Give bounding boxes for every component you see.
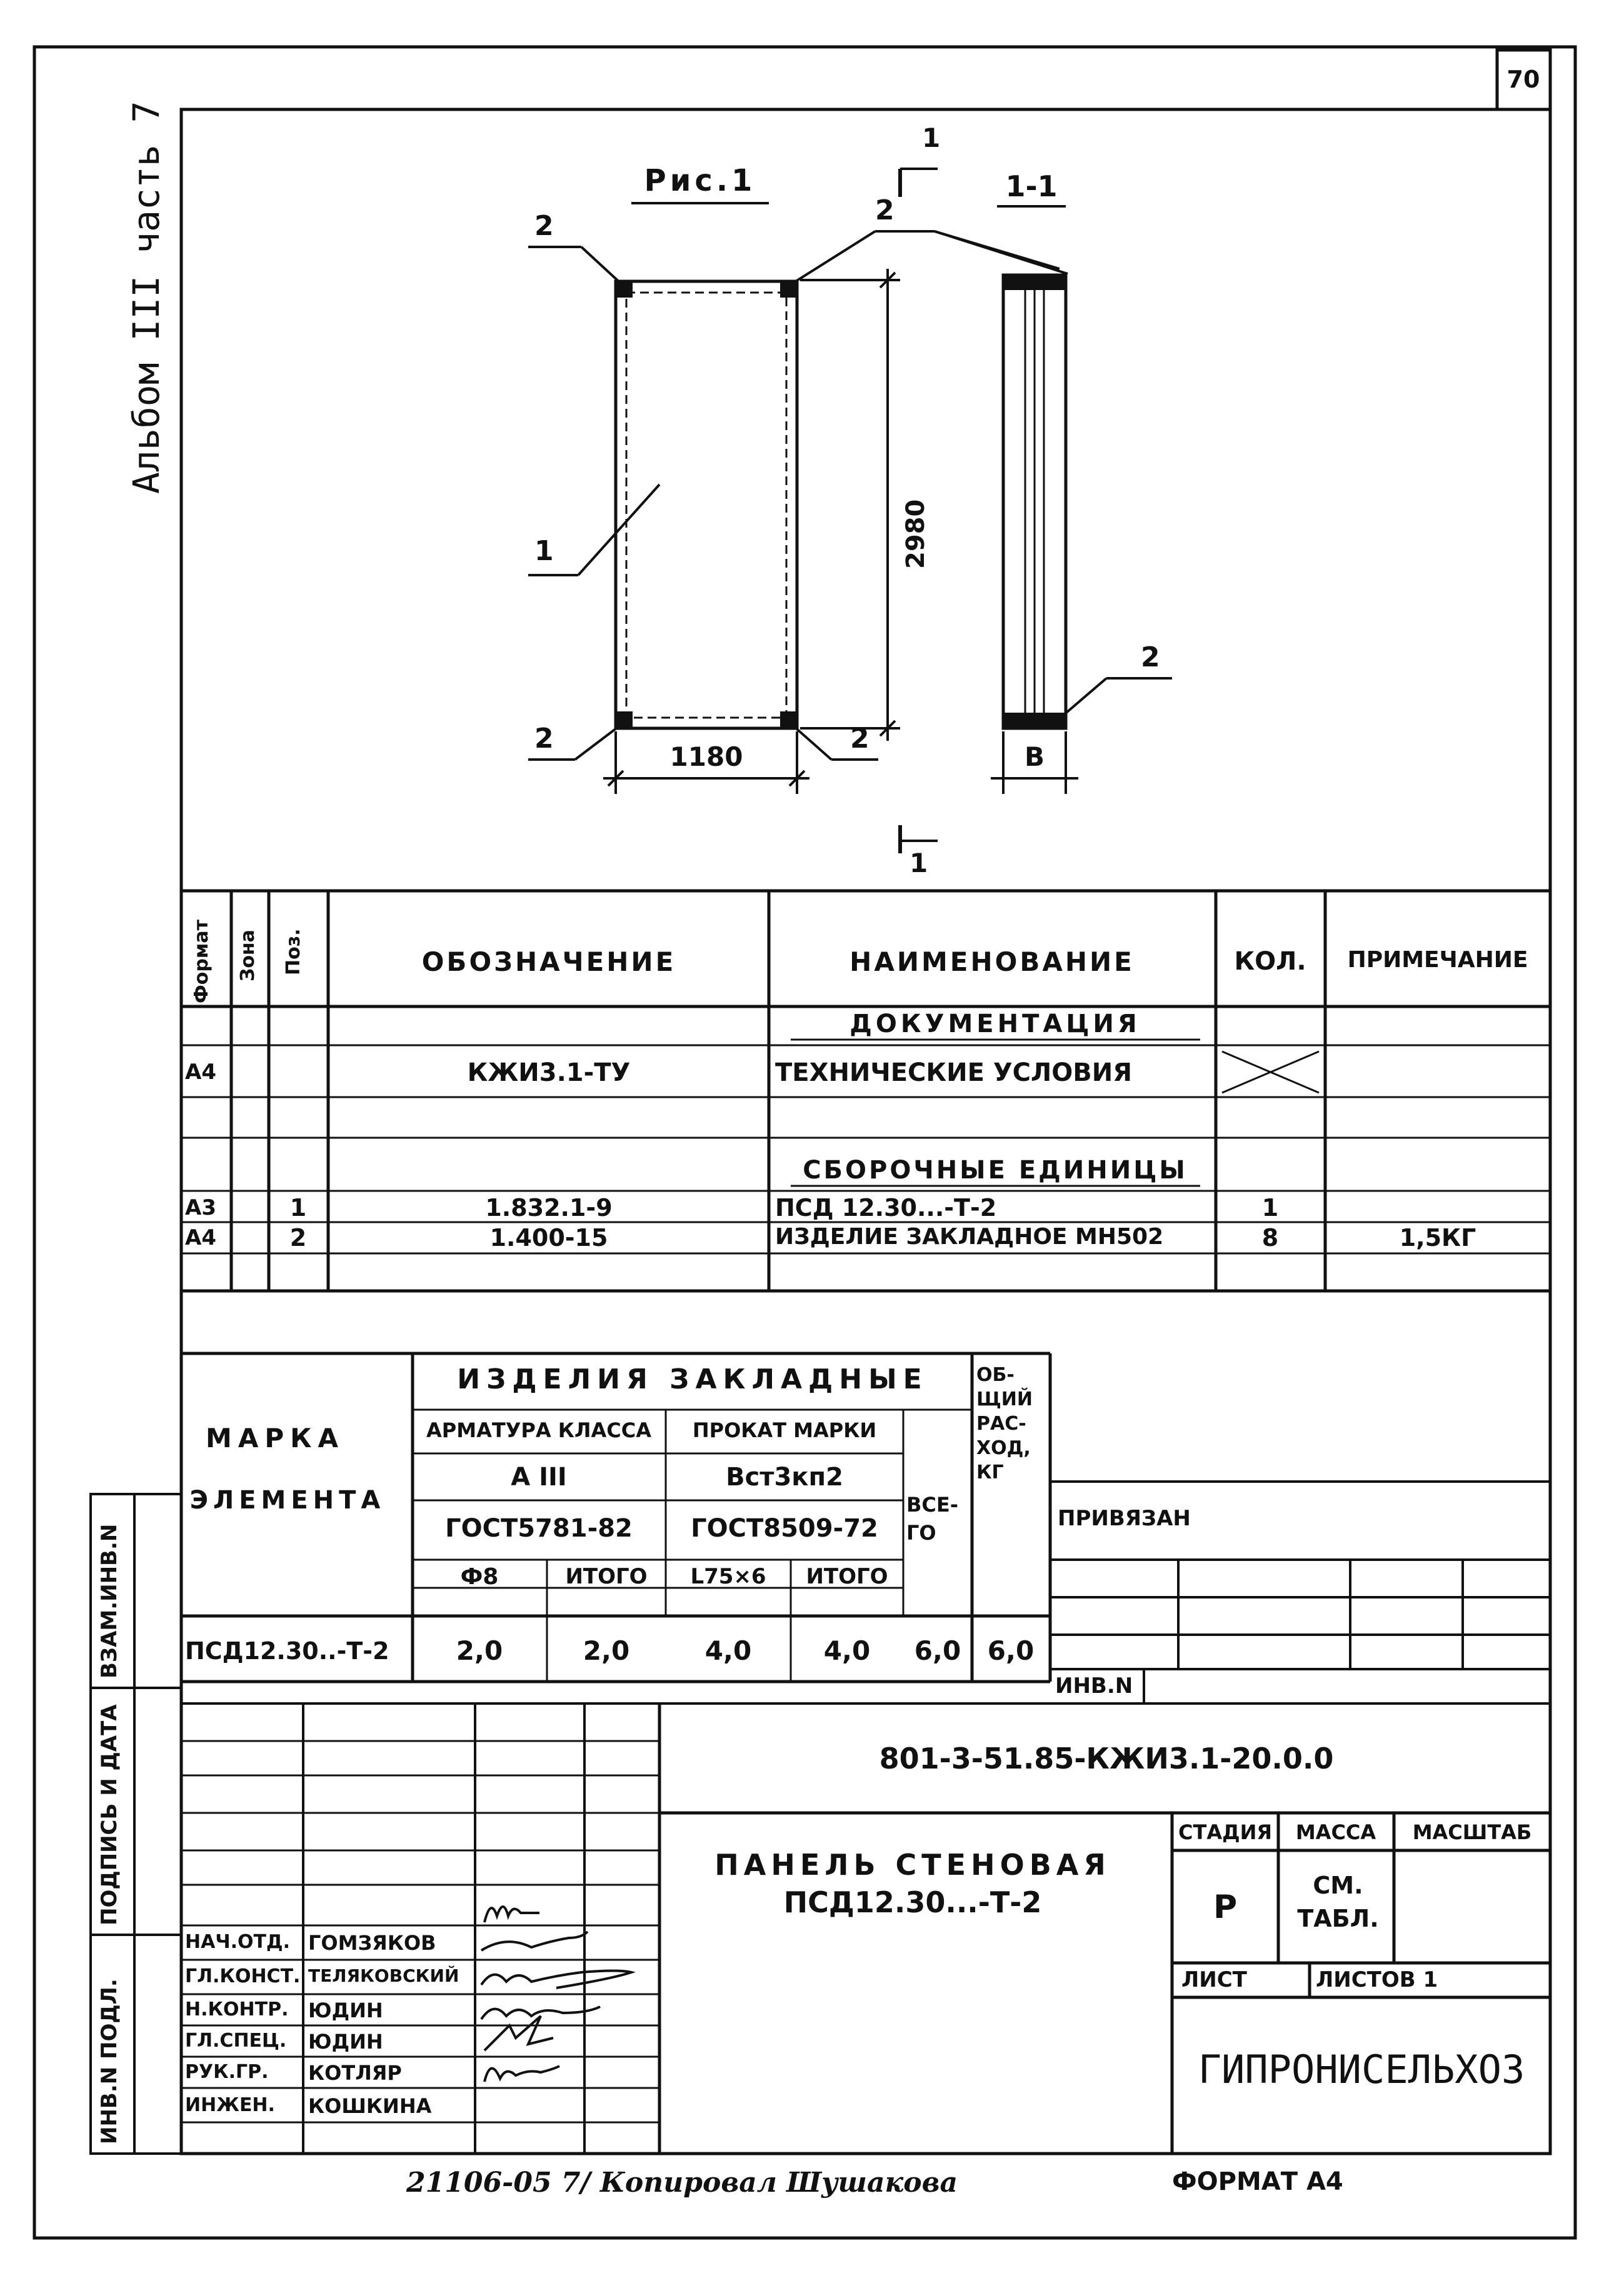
binding-privyazan: ПРИВЯЗАН [1058, 1506, 1191, 1531]
figure-plan [528, 169, 1068, 853]
row-value-d8: 2,0 [456, 1635, 503, 1666]
staff-role-3: Н.КОНТР. [185, 1999, 289, 2020]
col-total2: ИТОГО [806, 1564, 888, 1589]
sheet-label: ЛИСТ [1181, 1967, 1247, 1992]
spec-header-pos: Поз. [283, 928, 304, 975]
spec-header-note: ПРИМЕЧАНИЕ [1347, 947, 1528, 973]
sheets-label: ЛИСТОВ 1 [1316, 1967, 1438, 1992]
rebar-gost: ГОСТ5781-82 [445, 1514, 633, 1543]
staff-name-2: ТЕЛЯКОВСКИЙ [308, 1965, 459, 1986]
spec-row3-name: ИЗДЕЛИЕ ЗАКЛАДНОЕ МН502 [775, 1224, 1164, 1250]
spec-header-zone: Зона [237, 930, 259, 981]
spec-row2-format: А3 [185, 1195, 216, 1220]
row-value-overall: 6,0 [987, 1635, 1035, 1666]
col-angle: L75×6 [690, 1564, 766, 1589]
format-note: ФОРМАТ А4 [1172, 2167, 1343, 2196]
mark-label-1: МАРКА [206, 1423, 344, 1453]
section-title: 1-1 [1005, 169, 1058, 203]
callout-2-bottom-left: 2 [534, 723, 554, 755]
staff-role-1: НАЧ.ОТД. [185, 1931, 291, 1953]
spec-section-assemblies: СБОРОЧНЫЕ ЕДИНИЦЫ [803, 1156, 1188, 1185]
total-label: ВСЕ-ГО [906, 1493, 959, 1545]
signature-yudin-1 [481, 1971, 631, 1989]
staff-role-4: ГЛ.СПЕЦ. [185, 2030, 287, 2052]
col-total1: ИТОГО [565, 1564, 648, 1589]
spec-row3-designation: 1.400-15 [489, 1224, 608, 1252]
staff-name-6: КОШКИНА [308, 2094, 432, 2118]
organization: ГИПРОНИСЕЛЬХОЗ [1198, 2047, 1525, 2092]
staff-role-5: РУК.ГР. [185, 2061, 269, 2083]
overall-label: ОБ-ЩИЙ РАС-ХОД, КГ [976, 1364, 1033, 1483]
staff-name-5: КОТЛЯР [308, 2061, 402, 2085]
row-value-angle: 4,0 [704, 1635, 752, 1666]
product-title-2: ПСД12.30...-Т-2 [783, 1885, 1042, 1919]
staff-role-6: ИНЖЕН. [185, 2094, 275, 2116]
callout-2-section: 2 [1141, 641, 1160, 673]
signature-koshkina [484, 2066, 559, 2082]
rebar-class: АРМАТУРА КЛАССА [426, 1418, 651, 1442]
spec-section-documentation: ДОКУМЕНТАЦИЯ [850, 1010, 1141, 1038]
spec-row2-designation: 1.832.1-9 [485, 1194, 613, 1222]
staff-name-3: ЮДИН [308, 1999, 383, 2022]
mass-value: СМ. ТАБЛ. [1297, 1872, 1379, 1933]
rebar-grade: А III [511, 1463, 567, 1492]
signature-kotlyar [484, 2016, 553, 2050]
spec-row2-pos: 1 [289, 1194, 307, 1222]
figure-title: Рис.1 [644, 163, 756, 198]
callout-2-top-left: 2 [534, 210, 554, 242]
rolled-grade-title: ПРОКАТ МАРКИ [692, 1418, 877, 1442]
spec-row1-designation: КЖИ3.1-ТУ [467, 1058, 631, 1087]
spec-row3-format: А4 [185, 1225, 216, 1250]
callout-1: 1 [534, 535, 554, 567]
staff-name-1: ГОМЗЯКОВ [308, 1931, 436, 1955]
section-mark-bottom: 1 [910, 848, 928, 878]
copy-note: 21106-05 7/ Копировал Шушакова [406, 2167, 958, 2199]
spec-row2-qty: 1 [1261, 1194, 1279, 1222]
callout-2-bottom-right: 2 [850, 723, 870, 755]
side-vzam: ВЗАМ.ИНВ.N [97, 1523, 122, 1678]
stage-label: СТАДИЯ [1178, 1820, 1272, 1844]
signature-gomzyakov [484, 1907, 539, 1922]
mass-label: МАССА [1295, 1820, 1376, 1844]
spec-header-name: НАИМЕНОВАНИЕ [850, 946, 1135, 977]
stage-value: Р [1213, 1889, 1238, 1926]
row-value-all: 6,0 [914, 1635, 961, 1666]
staff-role-2: ГЛ.КОНСТ. [185, 1965, 301, 1987]
sheet-number: 70 [1506, 66, 1540, 93]
col-d8: Ф8 [460, 1564, 499, 1590]
dim-height: 2980 [901, 499, 930, 569]
scale-label: МАСШТАБ [1412, 1820, 1532, 1844]
dim-width: 1180 [669, 741, 743, 772]
dim-thickness: B [1024, 741, 1045, 772]
album-label: Альбом III часть 7 [125, 101, 168, 494]
inner-frame [181, 109, 1550, 2154]
spec-row3-pos: 2 [289, 1224, 307, 1252]
rolled-grade: Вст3кп2 [726, 1463, 843, 1492]
spec-header-qty: КОЛ. [1234, 947, 1306, 976]
staff-name-4: ЮДИН [308, 2030, 383, 2054]
spec-row3-note: 1,5КГ [1399, 1224, 1476, 1252]
figure-section [991, 275, 1172, 794]
spec-row1-format: А4 [185, 1060, 216, 1085]
doc-code: 801-3-51.85-КЖИ3.1-20.0.0 [879, 1742, 1334, 1775]
spec-row2-name: ПСД 12.30...-Т-2 [775, 1194, 997, 1222]
row-mark: ПСД12.30..-Т-2 [185, 1637, 389, 1665]
spec-header-format: Формат [191, 920, 213, 1003]
section-mark-top: 1 [922, 123, 941, 153]
spec-row3-qty: 8 [1261, 1224, 1279, 1252]
product-title-1: ПАНЕЛЬ СТЕНОВАЯ [714, 1848, 1111, 1882]
signature-telyakovsky [481, 1932, 588, 1950]
group-title: ИЗДЕЛИЯ ЗАКЛАДНЫЕ [457, 1363, 928, 1395]
binding-inv-n: ИНВ.N [1055, 1673, 1133, 1698]
row-value-total2: 4,0 [823, 1635, 871, 1666]
spec-row1-name: ТЕХНИЧЕСКИЕ УСЛОВИЯ [775, 1058, 1133, 1087]
staff-grid [181, 1703, 659, 2154]
callout-2-top-right: 2 [875, 194, 895, 226]
side-inv-podl: ИНВ.N ПОДЛ. [97, 1979, 122, 2144]
row-value-total1: 2,0 [583, 1635, 630, 1666]
spec-header-designation: ОБОЗНАЧЕНИЕ [421, 946, 676, 977]
side-podpis: ПОДПИСЬ И ДАТА [97, 1704, 122, 1925]
mark-label-2: ЭЛЕМЕНТА [189, 1486, 386, 1515]
rolled-gost: ГОСТ8509-72 [691, 1514, 878, 1543]
